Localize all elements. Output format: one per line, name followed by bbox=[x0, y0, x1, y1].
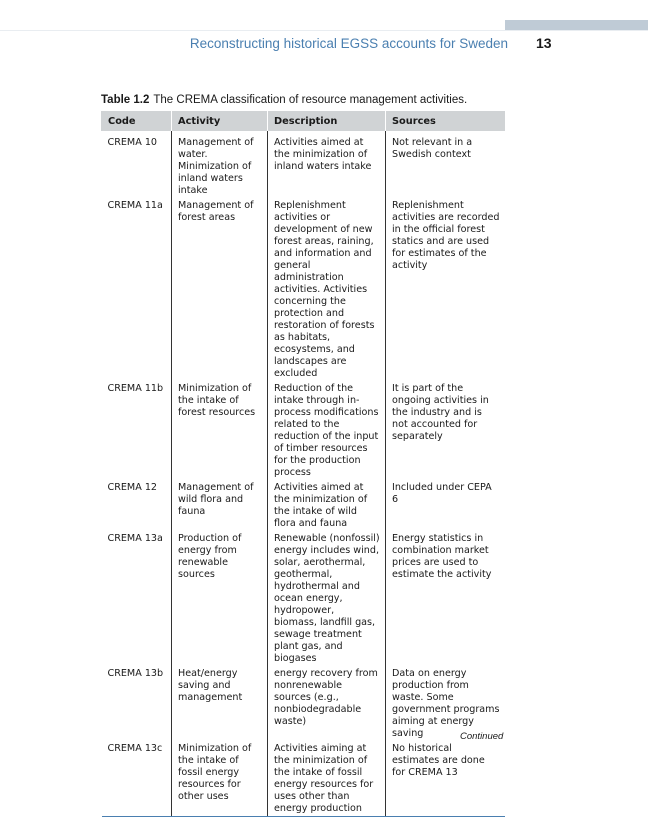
cell-activity: Minimization of the intake of fossil energy resources for other uses bbox=[172, 741, 268, 817]
table-row bbox=[102, 480, 505, 531]
cell-description: Reduction of the intake through in-process modifications related to the reduction of the input of timber resources for the production process bbox=[268, 381, 386, 480]
cell-sources: Not relevant in a Swedish context bbox=[386, 131, 505, 198]
cell-activity: Management of water. Minimization of inland waters intake bbox=[172, 131, 268, 198]
header-rule bbox=[0, 30, 648, 31]
cell-description: Renewable (nonfossil) energy includes wind, solar, aerothermal, geothermal, hydrothermal and ocean energy, hydropower, biomass, landfill gas, sewage treatment plant gas, and biogases bbox=[268, 531, 386, 666]
running-title: Reconstructing historical EGSS accounts for Sweden bbox=[189, 36, 508, 51]
table-row bbox=[102, 741, 505, 817]
cell-code: CREMA 13a bbox=[107, 533, 163, 544]
cell-sources: It is part of the ongoing activities in the industry and is not accounted for separately bbox=[386, 381, 505, 480]
cell-activity: Management of wild flora and fauna bbox=[172, 480, 268, 531]
cell-activity: Production of energy from renewable sources bbox=[172, 531, 268, 666]
table-row bbox=[102, 131, 505, 198]
table-row bbox=[102, 381, 505, 480]
cell-activity: Minimization of the intake of forest resources bbox=[172, 381, 268, 480]
cell-code: CREMA 10 bbox=[107, 137, 158, 148]
column-header-activity: Activity bbox=[172, 111, 268, 131]
cell-description: energy recovery from nonrenewable sources (e.g., nonbiodegradable waste) bbox=[268, 666, 386, 741]
cell-sources: Data on energy production from waste. Some government programs aiming at energy saving bbox=[386, 666, 505, 741]
table-caption bbox=[101, 94, 467, 106]
cell-activity: Management of forest areas bbox=[172, 198, 268, 381]
cell-sources: Replenishment activities are recorded in the official forest statics and are used for estimates of the activity bbox=[386, 198, 505, 381]
cell-sources: Energy statistics in combination market prices are used to estimate the activity bbox=[386, 531, 505, 666]
cell-activity: Heat/energy saving and management bbox=[172, 666, 268, 741]
table-row bbox=[102, 666, 505, 741]
column-header-sources: Sources bbox=[386, 111, 505, 131]
cell-code: CREMA 11b bbox=[107, 383, 164, 394]
column-header-description: Description bbox=[268, 111, 386, 131]
continued-label: Continued bbox=[460, 731, 504, 742]
cell-code: CREMA 12 bbox=[107, 482, 158, 493]
table-row bbox=[102, 531, 505, 666]
cell-code: CREMA 13c bbox=[102, 741, 172, 817]
column-header-code: Code bbox=[102, 111, 172, 131]
table-caption-label: Table 1.2 bbox=[101, 94, 150, 106]
cell-sources: No historical estimates are done for CREMA 13 bbox=[386, 741, 505, 817]
cell-description: Replenishment activities or development of new forest areas, raining, and information and general administration activities. Activities concerning the protection and restoration of forests as habitats, ecosystems, and landscapes are excluded bbox=[268, 198, 386, 381]
table-caption-text: The CREMA classification of resource management activities. bbox=[153, 94, 468, 106]
crema-table bbox=[101, 111, 505, 817]
cell-description: Activities aiming at the minimization of the intake of fossil energy resources for uses other than energy production bbox=[268, 741, 386, 817]
table-header-row bbox=[102, 111, 505, 131]
cell-code: CREMA 11a bbox=[107, 200, 163, 211]
cell-sources: Included under CEPA 6 bbox=[386, 480, 505, 531]
cell-code: CREMA 13b bbox=[107, 668, 164, 679]
header-accent-bar bbox=[505, 20, 648, 30]
cell-description: Activities aimed at the minimization of the intake of wild flora and fauna bbox=[268, 480, 386, 531]
cell-description: Activities aimed at the minimization of inland waters intake bbox=[268, 131, 386, 198]
page-number: 13 bbox=[536, 35, 552, 51]
table-row bbox=[102, 198, 505, 381]
